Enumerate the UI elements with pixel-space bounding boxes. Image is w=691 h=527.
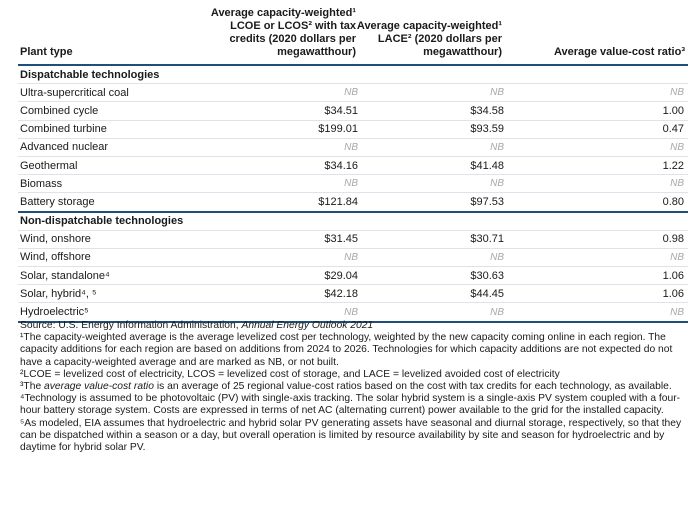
footnote-3-post: is an average of 25 regional value-cost ratios based on the cost with tax credits for each technology, as available. [153,381,672,393]
ratio-value: 1.06 [504,267,688,285]
table-row [18,193,688,212]
ratio-value: 1.22 [504,156,688,174]
source-note [20,320,686,332]
ratio-value: NB [504,138,688,156]
lcoe-value: $31.45 [198,230,358,248]
header-plant-type: Plant type [20,46,73,58]
plant-name: Wind, onshore [18,230,198,248]
header-lace: Average capacity-weighted¹ LACE² (2020 dollars per megawatthour) [356,20,502,58]
ratio-value: NB [504,175,688,193]
plant-name: Solar, standalone⁴ [18,267,198,285]
table-row [18,303,688,322]
table-row [18,267,688,285]
ratio-value: 0.47 [504,120,688,138]
section-row [18,66,688,84]
lace-value: NB [358,138,504,156]
plant-name: Battery storage [18,193,198,212]
lcoe-value: $199.01 [198,120,358,138]
footnote-4: ⁴Technology is assumed to be photovoltaic (PV) with single-axis tracking. The solar hybrid system is a single-axis PV system coupled with a four-hour battery storage system. Costs are expressed in terms of net AC (alternating current) power available to the grid for the installed capacity. [20,393,681,417]
lcoe-value: NB [198,248,358,266]
table-row [18,120,688,138]
plant-name: Combined cycle [18,102,198,120]
table-notes [20,320,686,454]
data-table [18,66,688,323]
table-row [18,285,688,303]
plant-name: Hydroelectric⁵ [18,303,198,322]
lace-value: NB [358,248,504,266]
lcoe-value: $34.51 [198,102,358,120]
lcoe-value: NB [198,84,358,102]
section-title: Dispatchable technologies [18,66,688,84]
lcoe-value: NB [198,303,358,322]
plant-name: Advanced nuclear [18,138,198,156]
table-row [18,248,688,266]
lace-value: $97.53 [358,193,504,212]
ratio-value: NB [504,84,688,102]
lace-value: $30.71 [358,230,504,248]
ratio-value: 0.80 [504,193,688,212]
section-row [18,212,688,231]
footnote-3-em: average value-cost ratio [44,381,154,393]
plant-name: Wind, offshore [18,248,198,266]
lcoe-value: NB [198,138,358,156]
table-header [0,0,691,64]
source-title: Annual Energy Outlook 2021 [241,320,374,331]
table-row [18,84,688,102]
section-title: Non-dispatchable technologies [18,212,688,231]
lcoe-value: $29.04 [198,267,358,285]
lcoe-value: $121.84 [198,193,358,212]
table-row [18,175,688,193]
footnote-1: ¹The capacity-weighted average is the average levelized cost per technology, weighted by the new capacity coming online in each region. The capacity additions for each region are based on additions from 2024 to 2026. Technologies for which capacity additions are not expected do not have a capacity-weighted average and are marked as NB, or not built. [20,332,673,368]
ratio-value: NB [504,248,688,266]
ratio-value: NB [504,303,688,322]
footnote-3-pre: ³The [20,381,45,393]
lace-value: NB [358,303,504,322]
lcoe-value: $34.16 [198,156,358,174]
source-prefix: Source: U.S. Energy Information Administration, [20,320,242,331]
lace-value: $41.48 [358,156,504,174]
plant-name: Ultra-supercritical coal [18,84,198,102]
plant-name: Geothermal [18,156,198,174]
table-row [18,156,688,174]
footnote-5: ⁵As modeled, EIA assumes that hydroelectric and hybrid solar PV generating assets have seasonal and diurnal storage, respectively, so that they can be dispatched within a season or a day, but overall operation is limited by resource availability by site and season for hydroelectric and by daytime for hybrid solar PV. [20,417,682,454]
header-lcoe: Average capacity-weighted¹ LCOE or LCOS² with tax credits (2020 dollars per megawatthour) [210,7,356,58]
ratio-value: 1.00 [504,102,688,120]
lcoe-value: NB [198,175,358,193]
header-ratio: Average value-cost ratio³ [553,46,685,58]
lace-value: NB [358,175,504,193]
plant-name: Solar, hybrid⁴, ⁵ [18,285,198,303]
table-row [18,230,688,248]
lcoe-value: $42.18 [198,285,358,303]
lace-value: $44.45 [358,285,504,303]
table-row [18,102,688,120]
footnote-2: ²LCOE = levelized cost of electricity, LCOS = levelized cost of storage, and LACE = levelized avoided cost of electricity [20,368,560,380]
plant-name: Combined turbine [18,120,198,138]
footnote-3 [20,381,686,393]
lace-value: NB [358,84,504,102]
lace-value: $34.58 [358,102,504,120]
plant-name: Biomass [18,175,198,193]
table-row [18,138,688,156]
ratio-value: 0.98 [504,230,688,248]
lace-value: $93.59 [358,120,504,138]
ratio-value: 1.06 [504,285,688,303]
lace-value: $30.63 [358,267,504,285]
